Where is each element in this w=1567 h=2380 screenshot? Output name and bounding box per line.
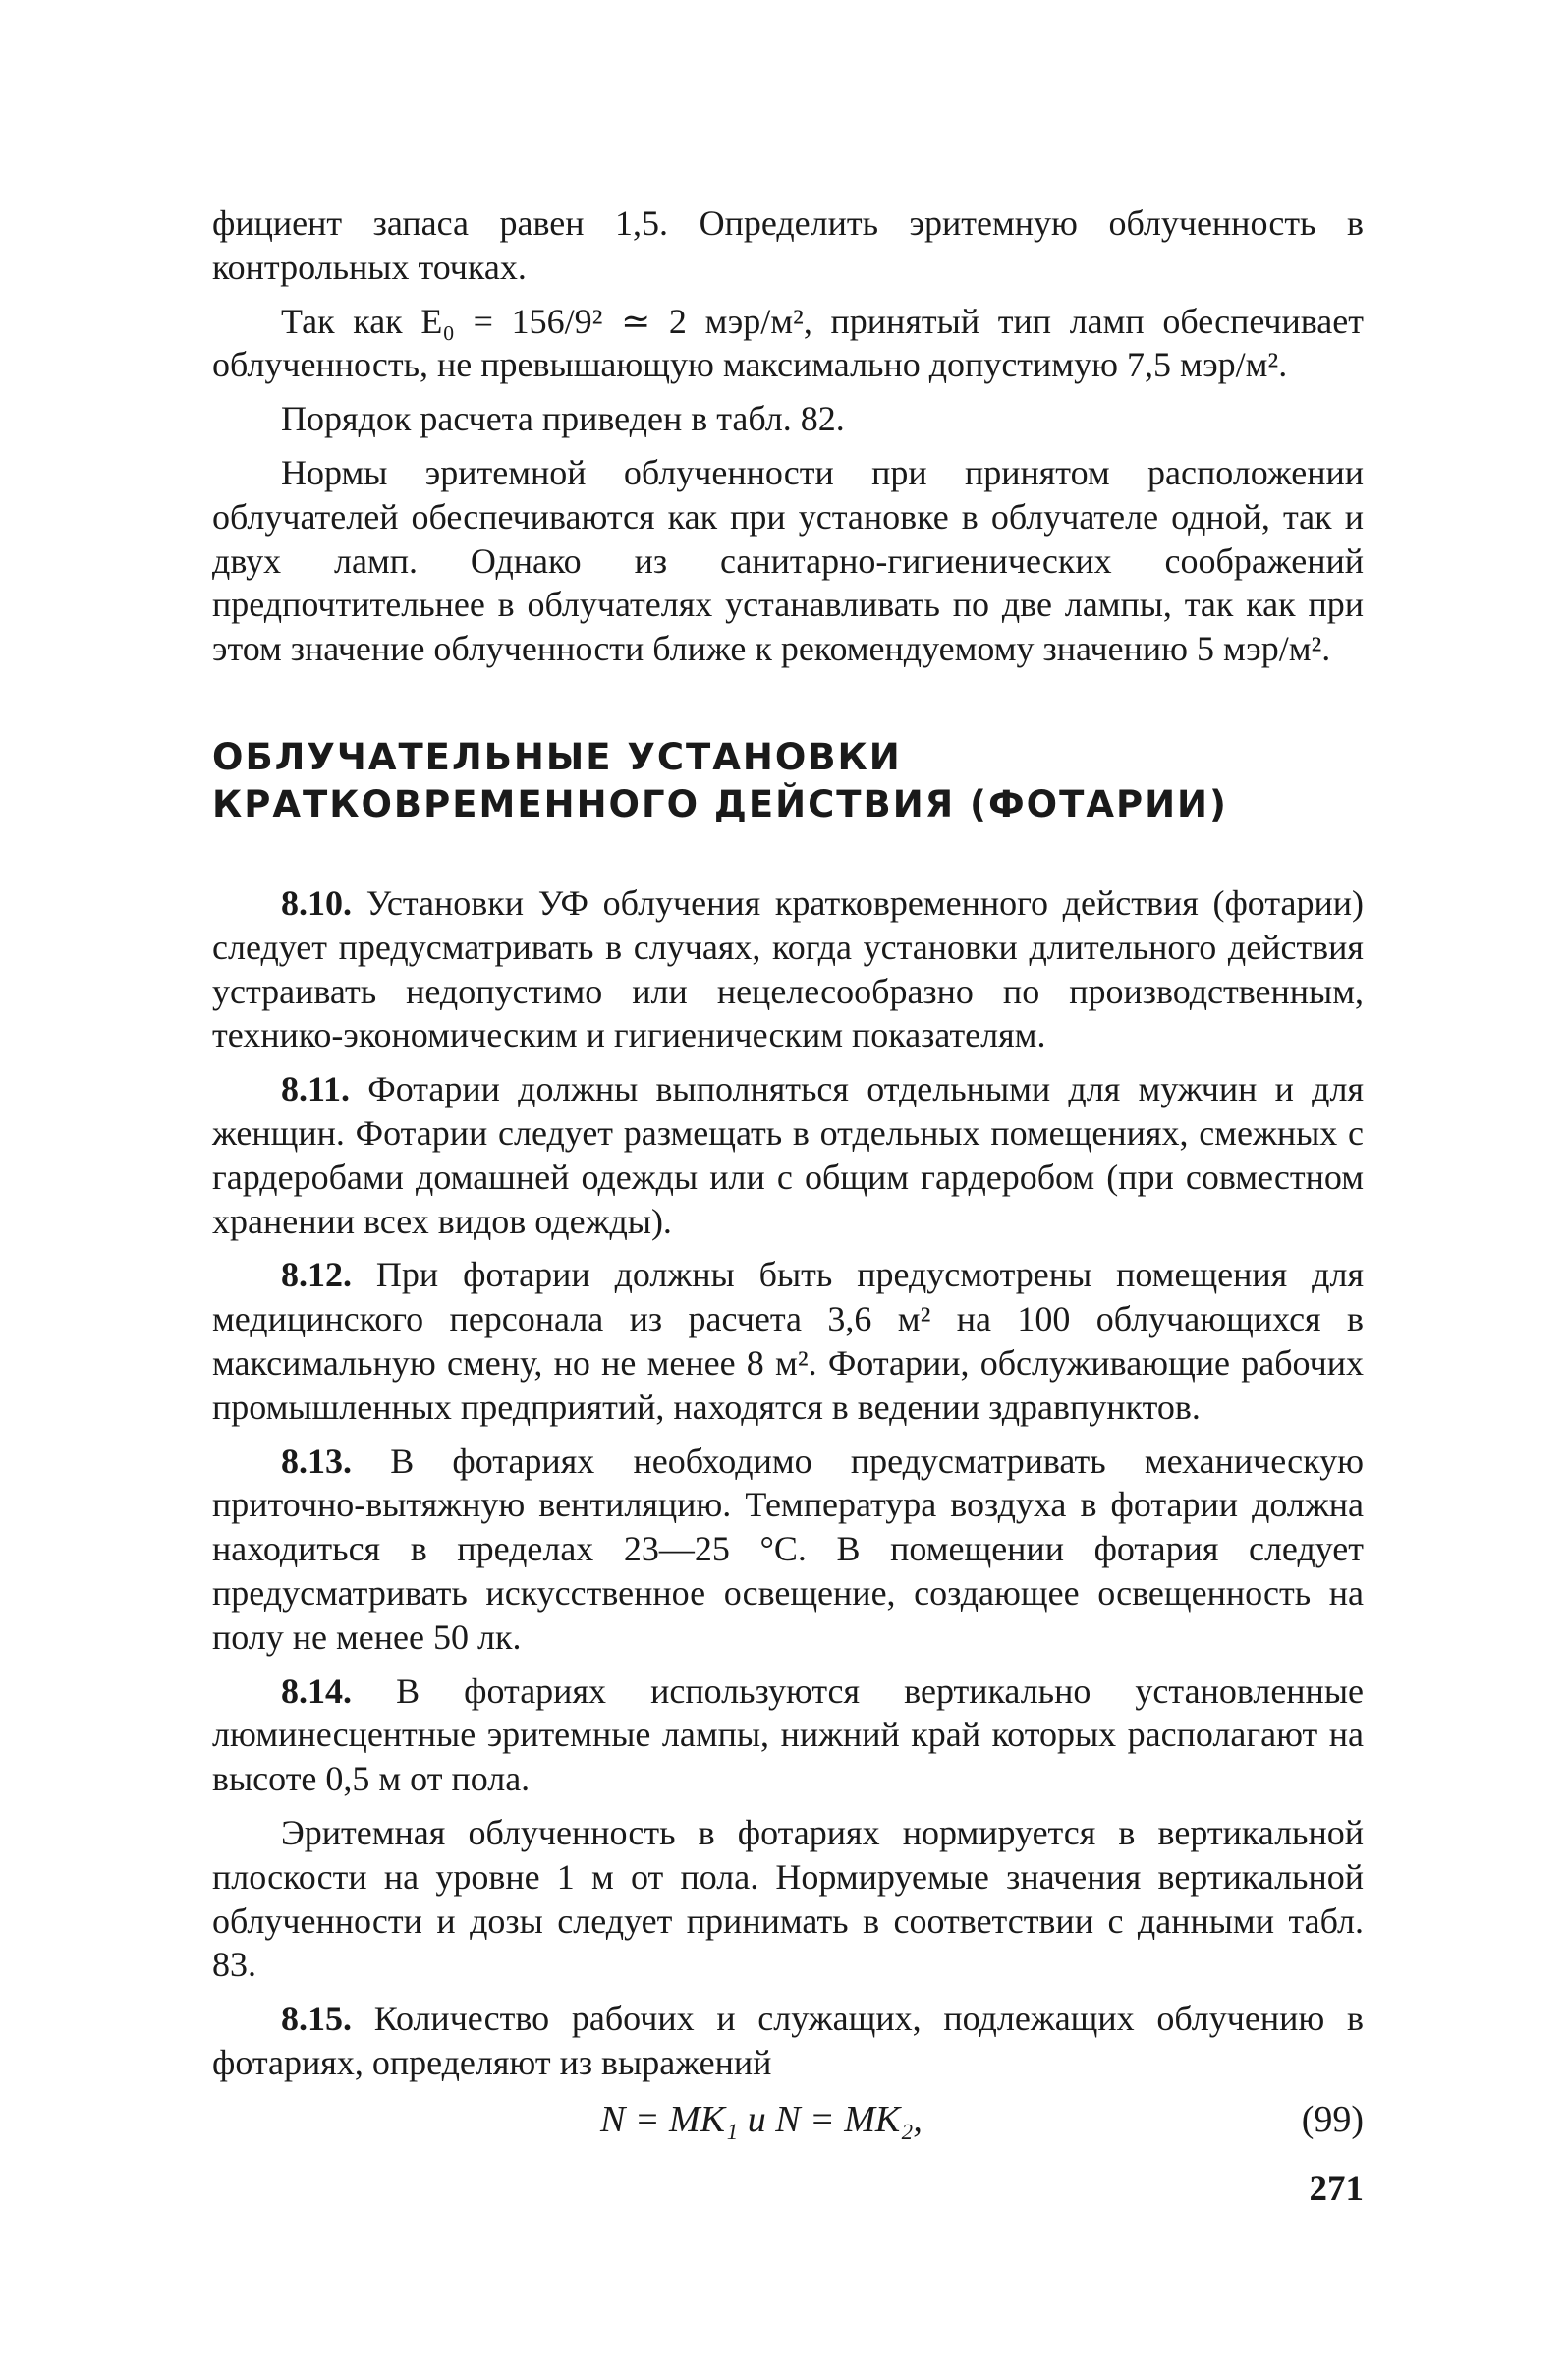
paragraph-vertical-irradiance: Эритемная облученность в фотариях нормируется в вертикальной плоскости на уровне 1 м от пола. Нормируемые значения вертикальной облученности и дозы следует принимать в соответствии с данными табл. 83. — [212, 1812, 1364, 1985]
clause-number: 8.11. — [281, 1069, 351, 1109]
clause-8-11 — [212, 1067, 1364, 1243]
formula-number: (99) — [1301, 2098, 1364, 2140]
clause-text: Установки УФ облучения кратковременного действия (фотарии) следует предусматривать в случаях, когда установки длительного действия устраивать недопустимо или нецелесообразно по производственным, технико-экономическим и гигиеническим показателям. — [212, 882, 1364, 1055]
clause-text: Количество рабочих и служащих, подлежащих облучению в фотариях, определяют из выражений — [212, 1999, 1364, 2082]
paragraph-norms-lamps: Нормы эритемной облученности при принятом расположении облучателей обеспечиваются как при установке в облучателе одной, так и двух ламп. Однако из санитарно-гигиенических соображений предпочтительнее в облучателях устанавливать по две лампы, так как при этом значение облученности ближе к рекомендуемому значению 5 мэр/м². — [212, 452, 1364, 669]
section-heading-line-2: КРАТКОВРЕМЕННОГО ДЕЙСТВИЯ (ФОТАРИИ) — [212, 782, 1228, 825]
clause-number: 8.15. — [281, 1999, 352, 2039]
section-heading — [212, 734, 1364, 828]
clause-8-15 — [212, 1997, 1364, 2085]
page-number: 271 — [1309, 2169, 1364, 2209]
paragraph-table-ref: Порядок расчета приведен в табл. 82. — [281, 399, 845, 439]
clause-8-10 — [212, 881, 1364, 1057]
paragraph-irradiance-check: Так как E₀ = 156/9² ≃ 2 мэр/м², принятый тип ламп обеспечивает облученность, не превышающую максимально допустимую 7,5 мэр/м². — [212, 301, 1364, 385]
formula-expression: N = MK₁ и N = MK₂, — [600, 2098, 923, 2140]
clause-8-13 — [212, 1440, 1364, 1660]
clause-text: В фотариях используются вертикально установленные люминесцентные эритемные лампы, нижний край которых располагают на высоте 0,5 м от пола. — [212, 1671, 1364, 1799]
section-heading-line-1: ОБЛУЧАТЕЛЬНЫЕ УСТАНОВКИ — [212, 735, 902, 778]
clause-text: При фотарии должны быть предусмотрены помещения для медицинского персонала из расчета 3,6 м² на 100 облучающихся в максимальную смену, но не менее 8 м². Фотарии, обслуживающие рабочих промышленных предприятий, находятся в ведении здравпунктов. — [212, 1255, 1364, 1427]
clause-number: 8.12. — [281, 1255, 352, 1295]
paragraph-continuation: фициент запаса равен 1,5. Определить эритемную облученность в контрольных точках. — [212, 203, 1364, 287]
clause-text: Фотарии должны выполняться отдельными для мужчин и для женщин. Фотарии следует размещать в отдельных помещениях, смежных с гардеробами домашней одежды или с общим гардеробом (при совместном хранении всех видов одежды). — [212, 1069, 1364, 1241]
clause-number: 8.13. — [281, 1441, 352, 1481]
formula-99 — [212, 2095, 1364, 2144]
clause-number: 8.14. — [281, 1671, 352, 1711]
clause-number: 8.10. — [281, 882, 352, 923]
clause-8-12 — [212, 1253, 1364, 1429]
page-content — [212, 201, 1364, 2144]
clause-text: В фотариях необходимо предусматривать механическую приточно-вытяжную вентиляцию. Температура воздуха в фотарии должна находиться в пределах 23—25 °С. В помещении фотария следует предусматривать искусственное освещение, создающее освещенность на полу не менее 50 лк. — [212, 1441, 1364, 1657]
clause-8-14 — [212, 1670, 1364, 1801]
